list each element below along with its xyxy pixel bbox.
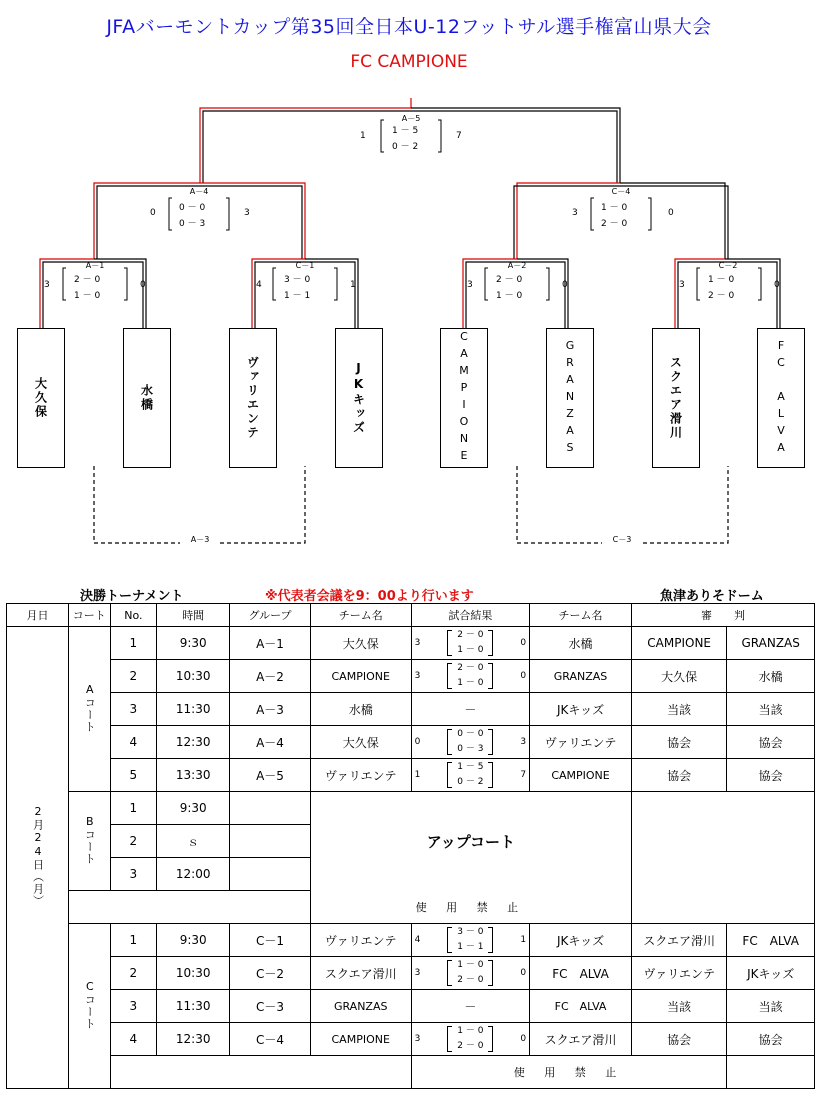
team2-name: GRANZAS — [530, 660, 632, 693]
match-result — [411, 660, 529, 693]
half1-score: 2 － 0 — [457, 663, 484, 673]
referee-2: 当該 — [727, 693, 815, 726]
team-box — [123, 328, 171, 468]
header-no: No. — [110, 604, 157, 627]
referee-1: 協会 — [631, 726, 726, 759]
match-time: 9:30 — [157, 792, 230, 825]
match-time: 10:30 — [157, 660, 230, 693]
half2-score: 2 － 0 — [457, 1041, 484, 1051]
referee-1: 当該 — [631, 693, 726, 726]
team-box — [757, 328, 805, 468]
score-left: 4 — [414, 935, 421, 945]
venue-name: 魚津ありそドーム — [660, 589, 764, 604]
half2-score: 1 － 1 — [457, 942, 484, 952]
game-total-right-c2: 0 — [774, 280, 780, 290]
date-text: 2月24日（月） — [31, 805, 45, 907]
half2-score: 0 － 2 — [457, 777, 484, 787]
table-row — [7, 924, 815, 957]
court-a-cell — [69, 627, 111, 792]
half1-score: 0 － 0 — [457, 729, 484, 739]
team-box — [652, 328, 700, 468]
score-left: 1 — [414, 770, 421, 780]
match-time: 9:30 — [157, 924, 230, 957]
team-box — [440, 328, 488, 468]
referee-1: スクエア滑川 — [631, 924, 726, 957]
court-b-label: Bコート — [83, 814, 97, 865]
match-group: C－4 — [230, 1023, 311, 1056]
game-label-c4: C－4 — [611, 187, 631, 196]
game-half2-c4: 2 － 0 — [601, 219, 628, 229]
table-row — [7, 759, 815, 792]
half-scores — [447, 628, 493, 658]
referee-1: ヴァリエンテ — [631, 957, 726, 990]
half-scores — [447, 727, 493, 757]
court-b-cell — [69, 792, 111, 891]
game-label-c2: C－2 — [718, 261, 738, 270]
date-cell — [7, 627, 69, 1089]
game-half1-c2: 1 － 0 — [708, 275, 735, 285]
match-time: 13:30 — [157, 759, 230, 792]
match-result — [411, 957, 529, 990]
game-total-right-a2: 0 — [562, 280, 568, 290]
half-scores — [447, 760, 493, 790]
referee-1: CAMPIONE — [631, 627, 726, 660]
court-c-label: Cコート — [83, 979, 97, 1030]
match-no: 3 — [110, 693, 157, 726]
match-time: 12:30 — [157, 726, 230, 759]
game-total-left-a5: 1 — [360, 131, 366, 141]
empty-referee-cell — [727, 1056, 815, 1089]
game-total-right-c1: 1 — [350, 280, 356, 290]
table-row — [7, 726, 815, 759]
referee-1: 協会 — [631, 759, 726, 792]
empty-referee-cell — [631, 792, 814, 924]
match-result: － — [411, 693, 529, 726]
match-no: 4 — [110, 726, 157, 759]
up-court-label: アップコート — [426, 832, 515, 851]
table-row — [7, 792, 815, 825]
team1-name: ヴァリエンテ — [310, 759, 411, 792]
team1-name: CAMPIONE — [310, 660, 411, 693]
header-team: チーム名 — [310, 604, 411, 627]
score-right: 0 — [520, 1034, 527, 1044]
game-label-a3: A－3 — [180, 534, 220, 545]
match-group: A－2 — [230, 660, 311, 693]
match-group: A－5 — [230, 759, 311, 792]
match-group: C－3 — [230, 990, 311, 1023]
table-row — [7, 660, 815, 693]
team-box — [335, 328, 383, 468]
match-result — [411, 627, 529, 660]
referee-2: 協会 — [727, 759, 815, 792]
table-row — [7, 1056, 815, 1089]
no-use-cell — [310, 891, 631, 924]
header-team2: チーム名 — [530, 604, 632, 627]
half1-score: 3 － 0 — [457, 927, 484, 937]
team-name: ヴァリエンテ — [245, 356, 260, 440]
schedule-table — [6, 603, 815, 1089]
match-no: 1 — [110, 627, 157, 660]
match-result — [411, 1023, 529, 1056]
game-half2-a5: 0 － 2 — [392, 142, 419, 152]
up-court-cell — [310, 792, 631, 891]
match-group — [230, 825, 311, 858]
schedule-caption: 決勝トーナメント — [80, 589, 184, 604]
score-left: 3 — [414, 671, 421, 681]
header-time: 時間 — [157, 604, 230, 627]
match-group: A－3 — [230, 693, 311, 726]
game-half2-a1: 1 － 0 — [74, 291, 101, 301]
score-right: 1 — [520, 935, 527, 945]
half-scores — [447, 661, 493, 691]
match-no: 3 — [110, 858, 157, 891]
match-no: 4 — [110, 1023, 157, 1056]
game-label-a5: A－5 — [401, 114, 421, 123]
game-half2-a2: 1 － 0 — [496, 291, 523, 301]
referee-2: 協会 — [727, 726, 815, 759]
match-time: 11:30 — [157, 693, 230, 726]
team2-name: ヴァリエンテ — [530, 726, 632, 759]
table-header — [7, 604, 815, 627]
game-total-left-a4: 0 — [150, 208, 156, 218]
referee-1: 大久保 — [631, 660, 726, 693]
half2-score: 1 － 0 — [457, 645, 484, 655]
team2-name: JKキッズ — [530, 924, 632, 957]
game-total-left-a1: 3 — [44, 280, 50, 290]
match-time: 12:00 — [157, 858, 230, 891]
half-scores — [447, 958, 493, 988]
team-name: JKキッズ — [351, 361, 366, 435]
no-use-cell — [411, 1056, 727, 1089]
empty-cell — [110, 1056, 411, 1089]
match-no: 3 — [110, 990, 157, 1023]
team1-name: 大久保 — [310, 627, 411, 660]
team1-name: 大久保 — [310, 726, 411, 759]
game-half1-a1: 2 － 0 — [74, 275, 101, 285]
game-half2-c2: 2 － 0 — [708, 291, 735, 301]
team2-name: スクエア滑川 — [530, 1023, 632, 1056]
no-use-label: 使 用 禁 止 — [415, 900, 527, 914]
half2-score: 1 － 0 — [457, 678, 484, 688]
match-time: 12:30 — [157, 1023, 230, 1056]
game-label-c3: C－3 — [602, 534, 642, 545]
header-referee: 審 判 — [631, 604, 814, 627]
team-box — [546, 328, 594, 468]
referee-1: 協会 — [631, 1023, 726, 1056]
half-scores — [447, 1024, 493, 1054]
match-result: － — [411, 990, 529, 1023]
score-right: 0 — [520, 638, 527, 648]
referee-1: 当該 — [631, 990, 726, 1023]
half1-score: 1 － 0 — [457, 1026, 484, 1036]
score-left: 3 — [414, 968, 421, 978]
team-name: FC ALVA — [774, 338, 788, 458]
match-group — [230, 792, 311, 825]
game-total-right-a1: 0 — [140, 280, 146, 290]
score-right: 0 — [520, 968, 527, 978]
game-half1-a4: 0 － 0 — [179, 203, 206, 213]
referee-2: 水橋 — [727, 660, 815, 693]
match-result — [411, 759, 529, 792]
meeting-notice: ※代表者会議を9：00より行います — [265, 589, 474, 604]
half1-score: 2 － 0 — [457, 630, 484, 640]
match-no: 5 — [110, 759, 157, 792]
referee-2: GRANZAS — [727, 627, 815, 660]
game-half1-a5: 1 － 5 — [392, 126, 419, 136]
score-right: 7 — [520, 770, 527, 780]
match-group: C－1 — [230, 924, 311, 957]
table-row — [7, 957, 815, 990]
team-name: GRANZAS — [563, 338, 577, 458]
team2-name: FC ALVA — [530, 957, 632, 990]
game-label-c1: C－1 — [295, 261, 315, 270]
game-half1-c4: 1 － 0 — [601, 203, 628, 213]
header-date: 月日 — [7, 604, 69, 627]
table-row — [7, 627, 815, 660]
team1-name: CAMPIONE — [310, 1023, 411, 1056]
score-left: 3 — [414, 1034, 421, 1044]
match-time: ｓ — [157, 825, 230, 858]
match-time: 9:30 — [157, 627, 230, 660]
referee-2: 当該 — [727, 990, 815, 1023]
game-total-left-c2: 3 — [679, 280, 685, 290]
header-result: 試合結果 — [411, 604, 529, 627]
team2-name: 水橋 — [530, 627, 632, 660]
team-box — [229, 328, 277, 468]
team2-name: CAMPIONE — [530, 759, 632, 792]
match-time: 11:30 — [157, 990, 230, 1023]
match-group: A－4 — [230, 726, 311, 759]
score-left: 0 — [414, 737, 421, 747]
team1-name: スクエア滑川 — [310, 957, 411, 990]
match-group: C－2 — [230, 957, 311, 990]
team2-name: FC ALVA — [530, 990, 632, 1023]
game-half2-a4: 0 － 3 — [179, 219, 206, 229]
match-group — [230, 858, 311, 891]
referee-2: FC ALVA — [727, 924, 815, 957]
game-half2-c1: 1 － 1 — [284, 291, 311, 301]
game-total-right-a4: 3 — [244, 208, 250, 218]
team-name: 大久保 — [33, 377, 48, 419]
game-total-left-a2: 3 — [467, 280, 473, 290]
empty-cell — [69, 891, 311, 924]
half-scores — [447, 925, 493, 955]
match-no: 1 — [110, 792, 157, 825]
team-name: スクエア滑川 — [668, 356, 683, 440]
referee-2: 協会 — [727, 1023, 815, 1056]
team-name: 水橋 — [139, 384, 154, 412]
game-total-right-c4: 0 — [668, 208, 674, 218]
match-time: 10:30 — [157, 957, 230, 990]
game-half1-a2: 2 － 0 — [496, 275, 523, 285]
team1-name: GRANZAS — [310, 990, 411, 1023]
game-total-left-c1: 4 — [256, 280, 262, 290]
match-no: 1 — [110, 924, 157, 957]
match-result — [411, 924, 529, 957]
match-no: 2 — [110, 825, 157, 858]
score-left: 3 — [414, 638, 421, 648]
referee-2: JKキッズ — [727, 957, 815, 990]
team-box — [17, 328, 65, 468]
half2-score: 0 － 3 — [457, 744, 484, 754]
game-half1-c1: 3 － 0 — [284, 275, 311, 285]
half1-score: 1 － 0 — [457, 960, 484, 970]
court-a-label: Aコート — [83, 682, 97, 733]
score-right: 3 — [520, 737, 527, 747]
court-c-cell — [69, 924, 111, 1089]
game-total-right-a5: 7 — [456, 131, 462, 141]
team1-name: ヴァリエンテ — [310, 924, 411, 957]
match-no: 2 — [110, 957, 157, 990]
table-row — [7, 990, 815, 1023]
game-total-left-c4: 3 — [572, 208, 578, 218]
game-label-a2: A－2 — [507, 261, 527, 270]
no-use-label: 使 用 禁 止 — [513, 1066, 625, 1079]
team-name: CAMPIONE — [457, 330, 471, 466]
match-no: 2 — [110, 660, 157, 693]
page-subtitle: FC CAMPIONE — [350, 52, 468, 72]
match-group: A－1 — [230, 627, 311, 660]
game-label-a1: A－1 — [85, 261, 105, 270]
team2-name: JKキッズ — [530, 693, 632, 726]
header-group: グループ — [230, 604, 311, 627]
table-row — [7, 693, 815, 726]
match-result — [411, 726, 529, 759]
score-right: 0 — [520, 671, 527, 681]
half2-score: 2 － 0 — [457, 975, 484, 985]
page-title: JFAバーモントカップ第35回全日本U-12フットサル選手権富山県大会 — [106, 16, 712, 38]
game-label-a4: A－4 — [189, 187, 209, 196]
half1-score: 1 － 5 — [457, 762, 484, 772]
team1-name: 水橋 — [310, 693, 411, 726]
table-row — [7, 1023, 815, 1056]
header-court: コート — [69, 604, 111, 627]
